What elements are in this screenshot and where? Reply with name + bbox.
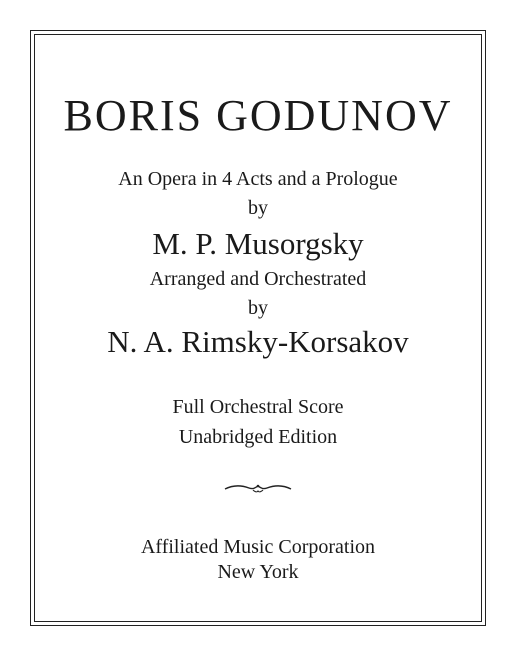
by-label-arranger: by xyxy=(248,297,268,319)
publisher-city: New York xyxy=(217,561,299,583)
edition-label: Unabridged Edition xyxy=(178,426,338,448)
by-label-composer: by xyxy=(248,197,268,219)
opera-subtitle: An Opera in 4 Acts and a Prologue xyxy=(118,168,398,190)
title-page xyxy=(34,34,482,622)
publisher-name: Affiliated Music Corporation xyxy=(140,536,376,558)
arranged-label: Arranged and Orchestrated xyxy=(149,268,367,290)
arranger-name: N. A. Rimsky-Korsakov xyxy=(107,324,409,359)
score-type: Full Orchestral Score xyxy=(172,396,344,418)
flourish-ornament-icon xyxy=(223,480,293,496)
composer-name: M. P. Musorgsky xyxy=(152,226,364,261)
opera-title: BORIS GODUNOV xyxy=(63,91,453,140)
